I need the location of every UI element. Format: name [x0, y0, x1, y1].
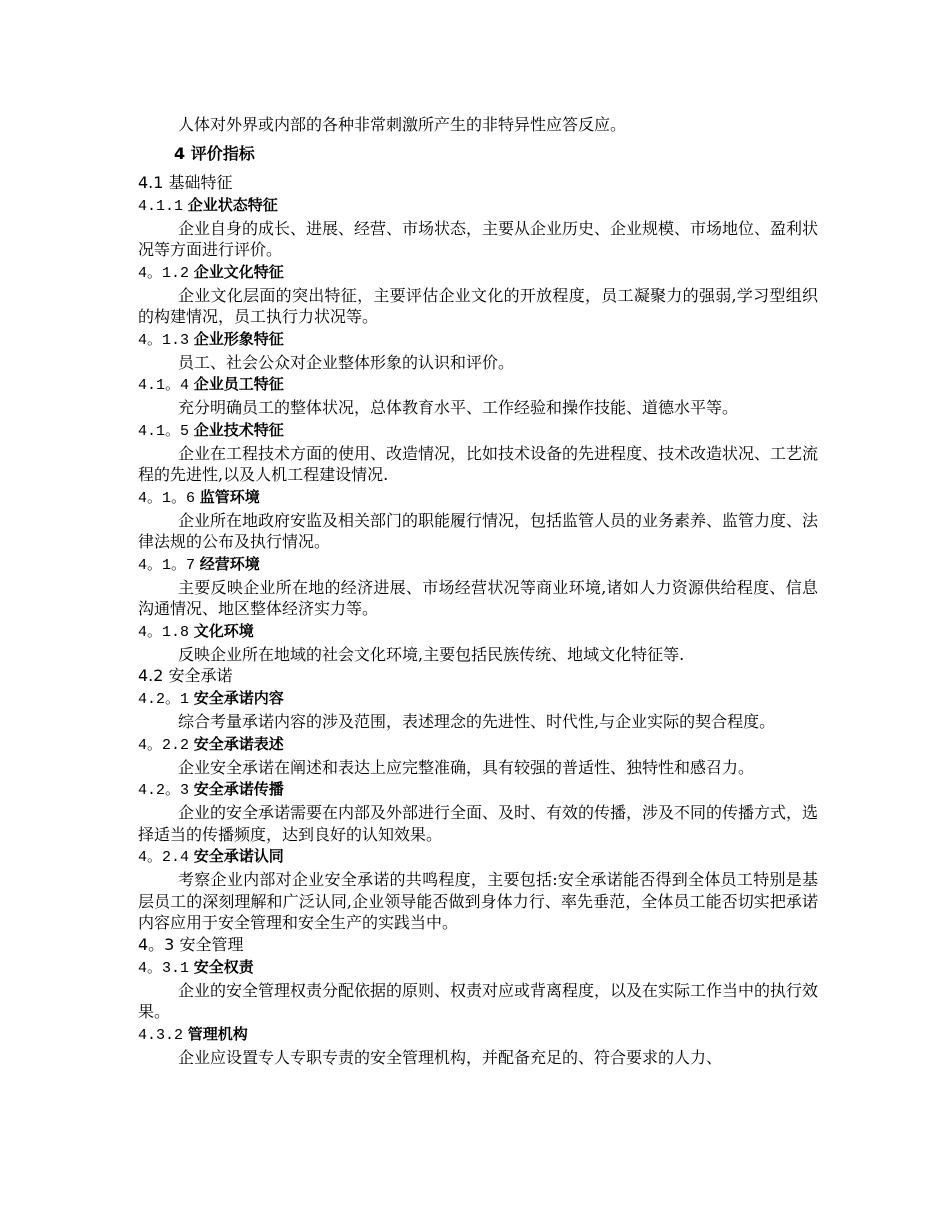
clause-number: 4。3.1 — [138, 959, 190, 977]
clause-title: 企业员工特征 — [193, 375, 284, 393]
clause-number: 4。2.4 — [138, 849, 190, 866]
clause-heading — [138, 1023, 818, 1047]
clause-title: 企业状态特征 — [187, 195, 278, 214]
clause-title: 企业文化特征 — [193, 262, 284, 281]
subsection-heading: 4.2 安全承诺 — [138, 666, 233, 685]
clause-paragraph: 充分明确员工的整体状况，总体教育水平、工作经验和操作技能、道德水平等。 — [178, 398, 739, 417]
clause-heading — [138, 261, 818, 285]
clause-heading — [138, 956, 818, 980]
clause-heading — [138, 373, 818, 397]
clause-title: 监管环境 — [199, 487, 260, 506]
clause-title: 企业形象特征 — [193, 329, 284, 348]
clause-title: 安全承诺内容 — [193, 689, 284, 707]
clause-paragraph: 综合考量承诺内容的涉及范围，表述理念的先进性、时代性,与企业实际的契合程度。 — [178, 712, 776, 731]
clause-paragraph: 主要反映企业所在地的经济进展、市场经营状况等商业环境,诸如人力资源供给程度、信息沟通情况、地区整体经济实力等。 — [138, 577, 818, 618]
clause-heading — [138, 553, 818, 577]
clause-number: 4。1。7 — [138, 556, 196, 574]
clause-number: 4.2。3 — [138, 782, 190, 799]
clause-title: 安全承诺传播 — [193, 780, 284, 798]
clause-heading — [138, 486, 818, 510]
clause-heading — [138, 778, 818, 802]
clause-paragraph: 企业文化层面的突出特征，主要评估企业文化的开放程度，员工凝聚力的强弱,学习型组织的构建情况，员工执行力状况等。 — [138, 285, 818, 326]
subsection-heading: 4.1 基础特征 — [138, 172, 233, 192]
clause-paragraph: 企业应设置专人专职专责的安全管理机构，并配备充足的、符合要求的人力、 — [178, 1047, 723, 1067]
clause-heading — [138, 733, 818, 757]
clause-heading — [138, 845, 818, 869]
clause-number: 4。1.2 — [138, 264, 190, 282]
clause-heading — [138, 194, 818, 218]
clause-number: 4。1.3 — [138, 331, 190, 349]
clause-title: 经营环境 — [199, 554, 260, 573]
clause-paragraph: 企业自身的成长、进展、经营、市场状态，主要从企业历史、企业规模、市场地位、盈利状况等方面进行评价。 — [138, 218, 819, 259]
clause-paragraph: 企业的安全承诺需要在内部及外部进行全面、及时、有效的传播，涉及不同的传播方式，选择适当的传播频度，达到良好的认知效果。 — [138, 803, 819, 844]
clause-title: 企业技术特征 — [193, 420, 284, 439]
clause-heading — [138, 419, 818, 443]
clause-number: 4.3.2 — [138, 1026, 184, 1044]
subsections — [138, 172, 818, 1069]
subsection-heading: 4。3 安全管理 — [138, 934, 244, 954]
clause-heading — [138, 328, 818, 352]
intro-paragraph: 人体对外界或内部的各种非常刺激所产生的非特异性应答反应。 — [178, 115, 627, 134]
clause-paragraph: 考察企业内部对企业安全承诺的共鸣程度，主要包括:安全承诺能否得到全体员工特别是基层员工的深刻理解和广泛认同,企业领导能否做到身体力行、率先垂范，全体员工能否切实把承诺内容应用于安全管理和安全生产的实践当中。 — [138, 870, 818, 932]
clause-paragraph: 企业安全承诺在阐述和表达上应完整准确，具有较强的普适性、独特性和感召力。 — [178, 757, 755, 777]
clause-title: 管理机构 — [187, 1024, 248, 1043]
clause-number: 4。1.8 — [138, 623, 190, 641]
clause-paragraph: 员工、社会公众对企业整体形象的认识和评价。 — [178, 352, 515, 372]
section-heading: 4 评价指标 — [174, 143, 255, 163]
clause-title: 安全权责 — [193, 957, 254, 976]
clause-number: 4.2。1 — [138, 691, 190, 708]
clause-title: 文化环境 — [193, 621, 254, 640]
clause-number: 4.1。4 — [138, 377, 190, 394]
clause-number: 4。2.2 — [138, 736, 190, 754]
clause-title: 安全承诺表述 — [193, 734, 284, 753]
clause-paragraph: 企业在工程技术方面的使用、改造情况，比如技术设备的先进程度、技术改造状况、工艺流程的先进性,以及人机工程建设情况. — [138, 443, 819, 484]
clause-number: 4。1。6 — [138, 489, 196, 507]
clause-paragraph: 反映企业所在地域的社会文化环境,主要包括民族传统、地域文化特征等. — [178, 644, 685, 664]
clause-heading — [138, 620, 818, 644]
clause-number: 4.1。5 — [138, 422, 190, 440]
clause-paragraph: 企业的安全管理权责分配依据的原则、权责对应或背离程度，以及在实际工作当中的执行效果。 — [138, 980, 819, 1021]
clause-paragraph: 企业所在地政府安监及相关部门的职能履行情况，包括监管人员的业务素养、监管力度、法律法规的公布及执行情况。 — [138, 510, 819, 551]
clause-title: 安全承诺认同 — [193, 847, 284, 865]
clause-heading — [138, 687, 818, 711]
document-body — [138, 114, 818, 1068]
clause-number: 4.1.1 — [138, 197, 184, 215]
